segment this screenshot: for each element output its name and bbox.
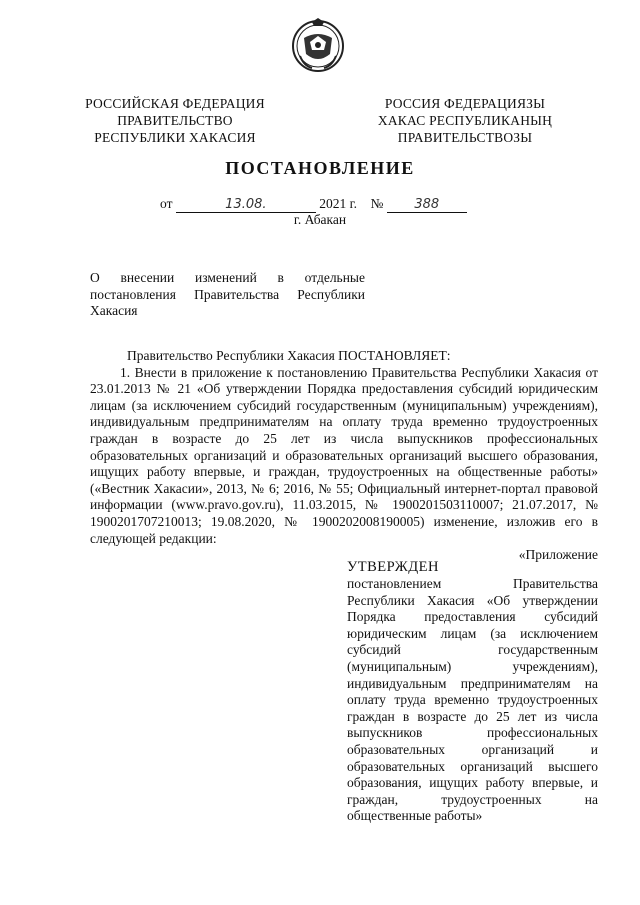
date-year: 2021 г. (319, 196, 357, 211)
header-left (60, 95, 290, 146)
header-right-line: РОССИЯ ФЕДЕРАЦИЯЗЫ (384, 96, 546, 111)
header-left-line: РЕСПУБЛИКИ ХАКАСИЯ (94, 130, 256, 145)
approved-heading: УТВЕРЖДЕН (347, 559, 439, 575)
intro-paragraph: Правительство Республики Хакасия ПОСТАНОВЛЯЕТ: (127, 348, 451, 363)
date-handwritten: 13.08. (176, 198, 316, 213)
city: г. Абакан (293, 212, 347, 227)
date-number-line (160, 196, 467, 213)
header-right-line: ХАКАС РЕСПУБЛИКАНЫҢ (377, 113, 553, 128)
document-subject: О внесении изменений в отдельные постановления Правительства Республики Хакасия (90, 270, 365, 318)
header-left-line: РОССИЙСКАЯ ФЕДЕРАЦИЯ (85, 96, 265, 111)
coat-of-arms-icon (290, 16, 346, 74)
document-body (90, 348, 598, 564)
header-right-line: ПРАВИТЕЛЬСТВОЗЫ (397, 130, 533, 145)
header-left-line: ПРАВИТЕЛЬСТВО (117, 113, 233, 128)
item-1-paragraph: 1. Внести в приложение к постановлению Правительства Республики Хакасия от 23.01.2013 № 21 «Об утверждении Порядка предоставления субсидий юридическим лицам (за исключением субсидий государственным (муниципальным) учреждениям), индивидуальным предпринимателям на оплату труда временно трудоустроенных граждан в возрасте до 25 лет из числа выпускников профессиональных образовательных организаций и образовательных организаций высшего образования, ищущих работу впервые, и граждан, трудоустроенных на общественные работы» («Вестник Хакасии», 2013, № 6; 2016, № 55; Официальный интернет-портал правовой информации (www.pravo.gov.ru), 11.03.2015, № 1900201503110007; 21.07.2017, № 1900201707210013; 19.08.2020, № 1900202008190005) изменение, изложив его в следующей редакции: (90, 364, 598, 546)
approved-block (347, 558, 598, 825)
document-title: ПОСТАНОВЛЕНИЕ (225, 158, 415, 178)
header-right (350, 95, 580, 146)
approved-text: постановлением Правительства Республики Хакасия «Об утверждении Порядка предоставления субсидий юридическим лицам (за исключением субсидий государственным (муниципальным) учреждениям), индивидуальным предпринимателям на оплату труда временно трудоустроенных граждан в возрасте до 25 лет из числа выпускников профессиональных образовательных организаций и образовательных организаций высшего образования, ищущих работу впервые, и граждан, трудоустроенных на общественные работы» (347, 576, 598, 824)
number-handwritten: 388 (387, 198, 467, 213)
date-prefix: от (160, 196, 173, 211)
number-sign: № (370, 196, 384, 211)
appendix-label: «Приложение (518, 547, 598, 563)
